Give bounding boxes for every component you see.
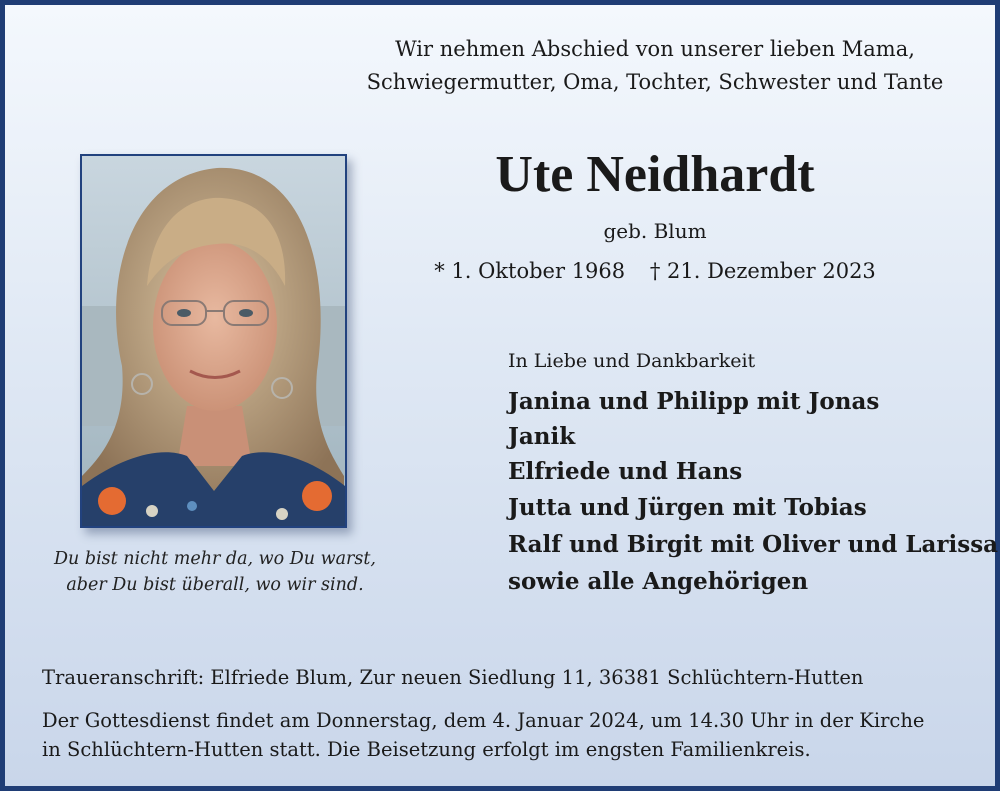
service-info-line-1: Der Gottesdienst findet am Donnerstag, dem 4. Januar 2024, um 14.30 Uhr in der Kirche	[42, 709, 925, 732]
mourner-line: Janina und Philipp mit Jonas	[508, 388, 880, 415]
mourning-address: Traueranschrift: Elfriede Blum, Zur neuen Siedlung 11, 36381 Schlüchtern-Hutten	[42, 666, 864, 689]
deceased-name: Ute Neidhardt	[495, 146, 815, 203]
intro-line-1: Wir nehmen Abschied von unserer lieben Mama,	[395, 37, 915, 61]
mourner-line: Jutta und Jürgen mit Tobias	[508, 494, 867, 521]
portrait-photo	[80, 154, 347, 528]
mourners-intro: In Liebe und Dankbarkeit	[508, 350, 756, 372]
life-dates	[305, 259, 1000, 283]
quote-line-1: Du bist nicht mehr da, wo Du warst,	[54, 549, 376, 569]
born-name: geb. Blum	[603, 219, 707, 243]
death-date: † 21. Dezember 2023	[649, 259, 876, 283]
intro-line-2: Schwiegermutter, Oma, Tochter, Schwester und Tante	[366, 70, 944, 94]
portrait-image	[82, 156, 345, 526]
service-info-line-2: in Schlüchtern-Hutten statt. Die Beisetzung erfolgt im engsten Familienkreis.	[42, 738, 811, 761]
mourner-line: Janik	[508, 423, 576, 450]
quote-line-2: aber Du bist überall, wo wir sind.	[66, 575, 364, 595]
mourner-line: Elfriede und Hans	[508, 458, 743, 485]
mourner-line: sowie alle Angehörigen	[508, 568, 809, 595]
mourner-line: Ralf und Birgit mit Oliver und Larissa	[508, 531, 999, 558]
birth-date: * 1. Oktober 1968	[434, 259, 626, 283]
